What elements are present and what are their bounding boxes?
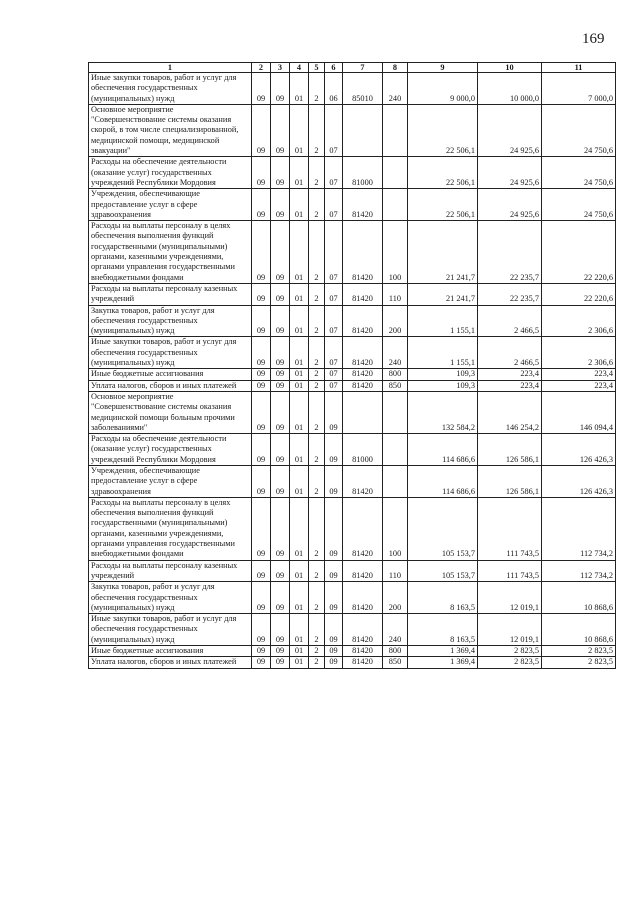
column-header: 8 [383,63,408,73]
amount-year-1-cell: 1 155,1 [408,337,478,369]
column-header: 6 [325,63,343,73]
code-sp-cell: 2 [309,497,325,560]
code-mer-cell: 07 [325,104,343,156]
amount-year-2-cell: 223,4 [478,369,542,380]
code-pr-cell: 01 [290,560,309,582]
amount-year-3-cell: 10 868,6 [542,614,616,646]
column-header: 1 [89,63,252,73]
row-description-cell: Иные закупки товаров, работ и услуг для обеспечения государственных (муниципальных) нужд [89,73,252,105]
amount-year-3-cell: 126 426,3 [542,465,616,497]
code-gr-cell: 09 [252,73,271,105]
column-header: 4 [290,63,309,73]
code-pr-cell: 01 [290,434,309,466]
amount-year-3-cell: 223,4 [542,380,616,391]
amount-year-1-cell: 109,3 [408,369,478,380]
code-mer-cell: 07 [325,305,343,337]
code-gr-cell: 09 [252,434,271,466]
row-description-cell: Расходы на выплаты персоналу в целях обеспечения выполнения функций государственными (муниципальными) органами, казенными учреждениями, органами управления государственными внебюджетными фондами [89,221,252,284]
code-csr-cell [343,391,383,433]
code-vr-cell [383,157,408,189]
amount-year-2-cell: 12 019,1 [478,582,542,614]
amount-year-1-cell: 22 506,1 [408,157,478,189]
amount-year-3-cell: 126 426,3 [542,434,616,466]
code-vr-cell: 100 [383,221,408,284]
table-row [89,337,616,369]
code-csr-cell: 81420 [343,380,383,391]
code-mer-cell: 09 [325,434,343,466]
column-header: 7 [343,63,383,73]
amount-year-2-cell: 24 925,6 [478,189,542,221]
code-gr-cell: 09 [252,189,271,221]
column-header: 9 [408,63,478,73]
code-csr-cell: 81420 [343,305,383,337]
amount-year-1-cell: 1 369,4 [408,657,478,668]
table-header-row [89,63,616,73]
code-pr-cell: 01 [290,614,309,646]
amount-year-1-cell: 1 155,1 [408,305,478,337]
amount-year-1-cell: 105 153,7 [408,497,478,560]
amount-year-3-cell: 24 750,6 [542,104,616,156]
amount-year-3-cell: 24 750,6 [542,157,616,189]
code-mer-cell: 07 [325,380,343,391]
code-mer-cell: 09 [325,582,343,614]
code-vr-cell: 200 [383,582,408,614]
amount-year-1-cell: 1 369,4 [408,646,478,657]
code-mer-cell: 07 [325,369,343,380]
amount-year-1-cell: 21 241,7 [408,221,478,284]
code-mer-cell: 09 [325,497,343,560]
code-sp-cell: 2 [309,221,325,284]
amount-year-2-cell: 111 743,5 [478,497,542,560]
table-row [89,369,616,380]
amount-year-3-cell: 112 734,2 [542,497,616,560]
table-row [89,614,616,646]
code-rz-cell: 09 [271,157,290,189]
code-csr-cell: 81000 [343,157,383,189]
table-row [89,221,616,284]
code-rz-cell: 09 [271,465,290,497]
code-vr-cell: 100 [383,497,408,560]
amount-year-1-cell: 114 686,6 [408,434,478,466]
code-sp-cell: 2 [309,582,325,614]
amount-year-2-cell: 24 925,6 [478,157,542,189]
code-gr-cell: 09 [252,380,271,391]
code-pr-cell: 01 [290,73,309,105]
code-sp-cell: 2 [309,391,325,433]
code-pr-cell: 01 [290,391,309,433]
code-sp-cell: 2 [309,73,325,105]
code-gr-cell: 09 [252,283,271,305]
amount-year-1-cell: 21 241,7 [408,283,478,305]
code-vr-cell [383,391,408,433]
code-vr-cell [383,104,408,156]
code-csr-cell: 85010 [343,73,383,105]
code-rz-cell: 09 [271,497,290,560]
code-rz-cell: 09 [271,391,290,433]
code-mer-cell: 07 [325,157,343,189]
code-mer-cell: 09 [325,465,343,497]
code-rz-cell: 09 [271,614,290,646]
table-row [89,497,616,560]
amount-year-2-cell: 2 823,5 [478,657,542,668]
amount-year-1-cell: 22 506,1 [408,104,478,156]
row-description-cell: Закупка товаров, работ и услуг для обеспечения государственных (муниципальных) нужд [89,305,252,337]
code-sp-cell: 2 [309,189,325,221]
row-description-cell: Основное мероприятие "Совершенствование системы оказания скорой, в том числе специализированной, медицинской помощи, медицинской эвакуации" [89,104,252,156]
code-csr-cell [343,104,383,156]
row-description-cell: Учреждения, обеспечивающие предоставление услуг в сфере здравоохранения [89,465,252,497]
amount-year-3-cell: 2 306,6 [542,305,616,337]
code-rz-cell: 09 [271,646,290,657]
code-vr-cell: 240 [383,337,408,369]
amount-year-3-cell: 2 823,5 [542,646,616,657]
code-vr-cell: 800 [383,369,408,380]
code-rz-cell: 09 [271,560,290,582]
amount-year-3-cell: 22 220,6 [542,283,616,305]
amount-year-1-cell: 9 000,0 [408,73,478,105]
amount-year-3-cell: 112 734,2 [542,560,616,582]
code-pr-cell: 01 [290,221,309,284]
code-mer-cell: 09 [325,657,343,668]
code-csr-cell: 81420 [343,614,383,646]
code-rz-cell: 09 [271,369,290,380]
code-pr-cell: 01 [290,465,309,497]
code-gr-cell: 09 [252,497,271,560]
row-description-cell: Расходы на обеспечение деятельности (оказание услуг) государственных учреждений Республики Мордовия [89,157,252,189]
row-description-cell: Основное мероприятие "Совершенствование системы оказания медицинской помощи больным прочими заболеваниями" [89,391,252,433]
code-rz-cell: 09 [271,657,290,668]
table-row [89,560,616,582]
row-description-cell: Расходы на обеспечение деятельности (оказание услуг) государственных учреждений Республики Мордовия [89,434,252,466]
amount-year-2-cell: 2 823,5 [478,646,542,657]
code-csr-cell: 81420 [343,221,383,284]
code-gr-cell: 09 [252,614,271,646]
code-gr-cell: 09 [252,391,271,433]
code-rz-cell: 09 [271,380,290,391]
row-description-cell: Учреждения, обеспечивающие предоставление услуг в сфере здравоохранения [89,189,252,221]
amount-year-3-cell: 146 094,4 [542,391,616,433]
code-vr-cell: 110 [383,283,408,305]
code-pr-cell: 01 [290,305,309,337]
code-pr-cell: 01 [290,283,309,305]
code-sp-cell: 2 [309,560,325,582]
code-csr-cell: 81420 [343,465,383,497]
table-row [89,646,616,657]
table-row [89,391,616,433]
code-csr-cell: 81000 [343,434,383,466]
amount-year-1-cell: 8 163,5 [408,582,478,614]
amount-year-3-cell: 24 750,6 [542,189,616,221]
table-row [89,657,616,668]
code-csr-cell: 81420 [343,189,383,221]
code-mer-cell: 07 [325,221,343,284]
table-row [89,305,616,337]
amount-year-2-cell: 146 254,2 [478,391,542,433]
row-description-cell: Иные бюджетные ассигнования [89,369,252,380]
code-sp-cell: 2 [309,305,325,337]
code-sp-cell: 2 [309,657,325,668]
code-pr-cell: 01 [290,104,309,156]
row-description-cell: Расходы на выплаты персоналу в целях обеспечения выполнения функций государственными (муниципальными) органами, казенными учреждениями, органами управления государственными внебюджетными фондами [89,497,252,560]
code-rz-cell: 09 [271,337,290,369]
code-sp-cell: 2 [309,157,325,189]
amount-year-2-cell: 12 019,1 [478,614,542,646]
code-gr-cell: 09 [252,657,271,668]
amount-year-2-cell: 24 925,6 [478,104,542,156]
code-pr-cell: 01 [290,189,309,221]
amount-year-1-cell: 132 584,2 [408,391,478,433]
amount-year-3-cell: 7 000,0 [542,73,616,105]
table-row [89,104,616,156]
code-gr-cell: 09 [252,465,271,497]
code-gr-cell: 09 [252,369,271,380]
code-sp-cell: 2 [309,614,325,646]
amount-year-2-cell: 2 466,5 [478,337,542,369]
amount-year-3-cell: 2 306,6 [542,337,616,369]
table-row [89,283,616,305]
amount-year-3-cell: 10 868,6 [542,582,616,614]
code-csr-cell: 81420 [343,283,383,305]
code-pr-cell: 01 [290,157,309,189]
amount-year-2-cell: 10 000,0 [478,73,542,105]
code-mer-cell: 09 [325,646,343,657]
amount-year-2-cell: 126 586,1 [478,434,542,466]
code-gr-cell: 09 [252,337,271,369]
amount-year-2-cell: 223,4 [478,380,542,391]
amount-year-2-cell: 22 235,7 [478,283,542,305]
code-pr-cell: 01 [290,369,309,380]
code-rz-cell: 09 [271,434,290,466]
amount-year-2-cell: 126 586,1 [478,465,542,497]
code-rz-cell: 09 [271,305,290,337]
code-rz-cell: 09 [271,189,290,221]
amount-year-2-cell: 22 235,7 [478,221,542,284]
code-csr-cell: 81420 [343,337,383,369]
table-row [89,157,616,189]
row-description-cell: Закупка товаров, работ и услуг для обеспечения государственных (муниципальных) нужд [89,582,252,614]
code-mer-cell: 09 [325,391,343,433]
code-pr-cell: 01 [290,380,309,391]
code-csr-cell: 81420 [343,582,383,614]
code-vr-cell: 850 [383,657,408,668]
table-row [89,465,616,497]
code-sp-cell: 2 [309,337,325,369]
budget-table [88,62,616,669]
amount-year-1-cell: 114 686,6 [408,465,478,497]
code-vr-cell: 800 [383,646,408,657]
table-body [89,73,616,669]
code-gr-cell: 09 [252,104,271,156]
code-pr-cell: 01 [290,497,309,560]
code-sp-cell: 2 [309,465,325,497]
column-header: 11 [542,63,616,73]
code-mer-cell: 06 [325,73,343,105]
code-vr-cell [383,434,408,466]
code-vr-cell: 110 [383,560,408,582]
row-description-cell: Уплата налогов, сборов и иных платежей [89,657,252,668]
row-description-cell: Иные закупки товаров, работ и услуг для обеспечения государственных (муниципальных) нужд [89,614,252,646]
code-gr-cell: 09 [252,221,271,284]
code-rz-cell: 09 [271,104,290,156]
amount-year-1-cell: 109,3 [408,380,478,391]
amount-year-2-cell: 111 743,5 [478,560,542,582]
table-row [89,189,616,221]
amount-year-3-cell: 2 823,5 [542,657,616,668]
code-vr-cell [383,465,408,497]
code-gr-cell: 09 [252,157,271,189]
code-gr-cell: 09 [252,305,271,337]
code-csr-cell: 81420 [343,657,383,668]
code-csr-cell: 81420 [343,646,383,657]
code-rz-cell: 09 [271,283,290,305]
amount-year-1-cell: 22 506,1 [408,189,478,221]
code-mer-cell: 09 [325,614,343,646]
code-pr-cell: 01 [290,582,309,614]
amount-year-3-cell: 22 220,6 [542,221,616,284]
code-gr-cell: 09 [252,560,271,582]
code-sp-cell: 2 [309,369,325,380]
code-csr-cell: 81420 [343,369,383,380]
row-description-cell: Расходы на выплаты персоналу казенных учреждений [89,283,252,305]
row-description-cell: Иные закупки товаров, работ и услуг для обеспечения государственных (муниципальных) нужд [89,337,252,369]
code-mer-cell: 07 [325,337,343,369]
amount-year-3-cell: 223,4 [542,369,616,380]
code-vr-cell: 200 [383,305,408,337]
code-vr-cell: 240 [383,73,408,105]
code-sp-cell: 2 [309,646,325,657]
code-gr-cell: 09 [252,646,271,657]
code-sp-cell: 2 [309,283,325,305]
code-sp-cell: 2 [309,434,325,466]
code-pr-cell: 01 [290,337,309,369]
column-header: 2 [252,63,271,73]
table-row [89,434,616,466]
code-rz-cell: 09 [271,73,290,105]
table-row [89,73,616,105]
row-description-cell: Расходы на выплаты персоналу казенных учреждений [89,560,252,582]
code-mer-cell: 07 [325,189,343,221]
amount-year-1-cell: 105 153,7 [408,560,478,582]
row-description-cell: Иные бюджетные ассигнования [89,646,252,657]
code-pr-cell: 01 [290,657,309,668]
table-row [89,582,616,614]
amount-year-2-cell: 2 466,5 [478,305,542,337]
code-sp-cell: 2 [309,104,325,156]
code-vr-cell: 850 [383,380,408,391]
table-row [89,380,616,391]
row-description-cell: Уплата налогов, сборов и иных платежей [89,380,252,391]
column-header: 3 [271,63,290,73]
code-rz-cell: 09 [271,582,290,614]
code-mer-cell: 09 [325,560,343,582]
code-mer-cell: 07 [325,283,343,305]
code-csr-cell: 81420 [343,497,383,560]
code-gr-cell: 09 [252,582,271,614]
code-sp-cell: 2 [309,380,325,391]
code-rz-cell: 09 [271,221,290,284]
code-csr-cell: 81420 [343,560,383,582]
code-vr-cell: 240 [383,614,408,646]
code-pr-cell: 01 [290,646,309,657]
code-vr-cell [383,189,408,221]
column-header: 5 [309,63,325,73]
column-header: 10 [478,63,542,73]
amount-year-1-cell: 8 163,5 [408,614,478,646]
page-number: 169 [582,31,605,47]
